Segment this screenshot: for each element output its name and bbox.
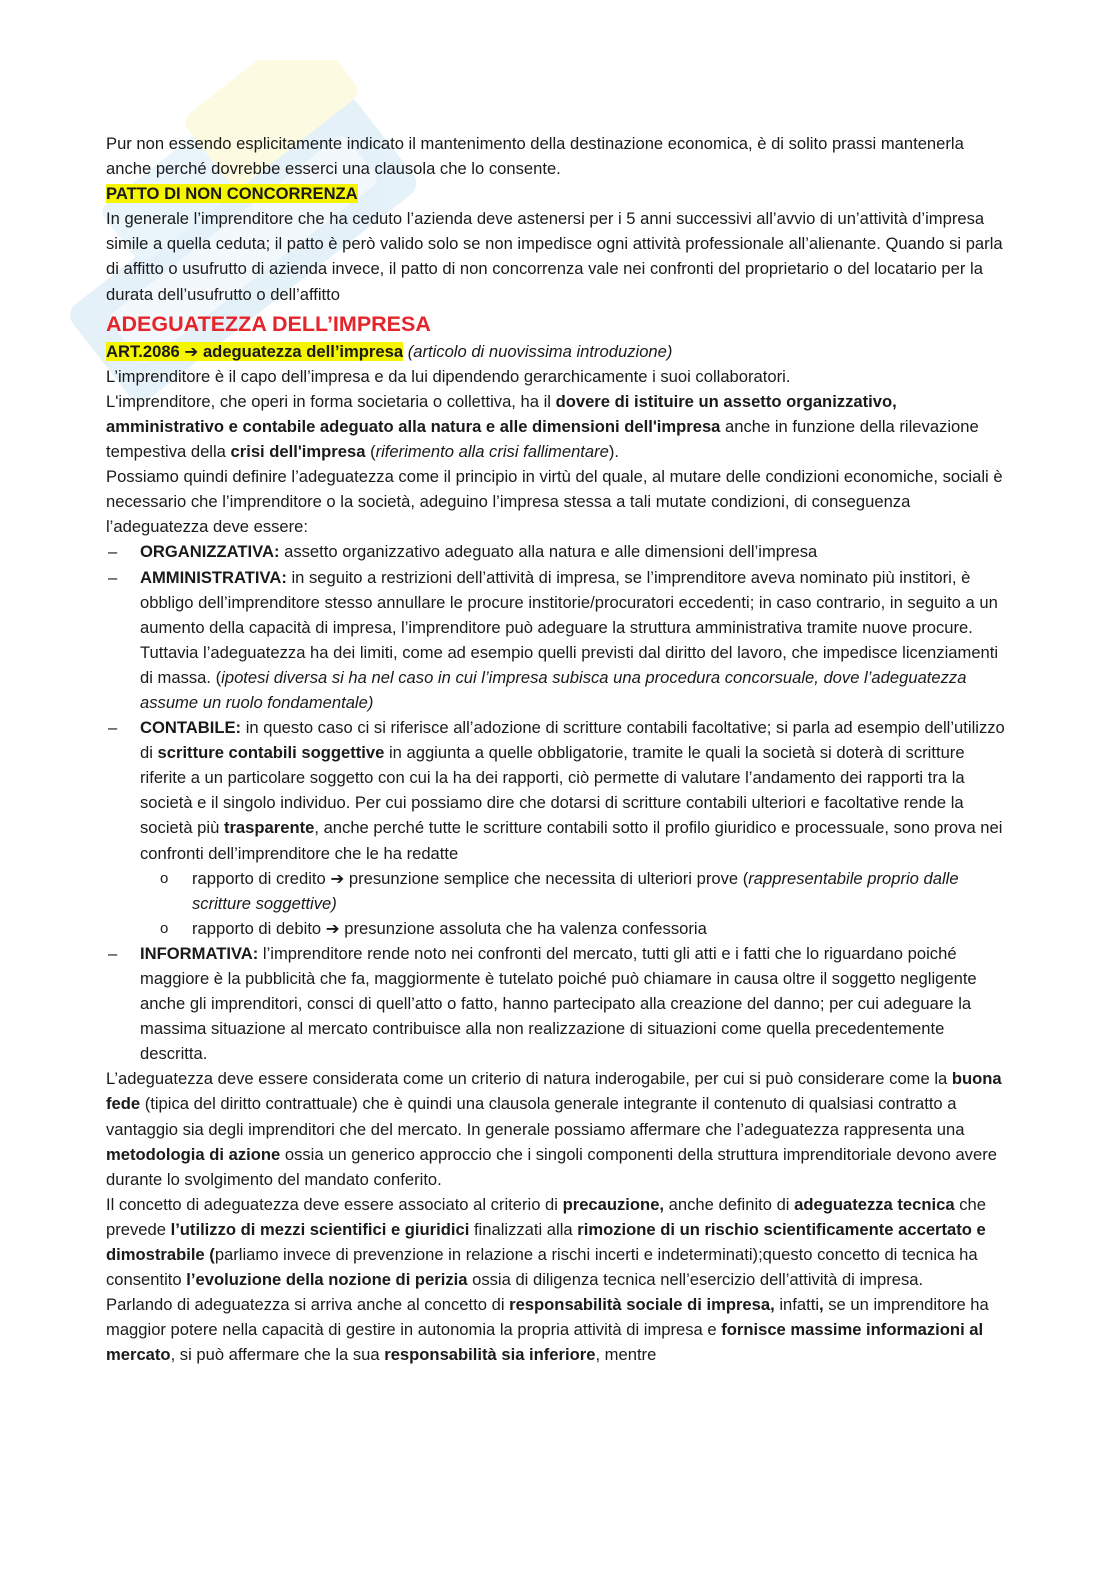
article-note: (articolo di nuovissima introduzione)	[407, 341, 673, 361]
contabile-sublist	[140, 866, 1006, 941]
paragraph-6: Parlando di adeguatezza si arriva anche al concetto di responsabilità sociale di impresa, infatti, se un imprenditore ha maggior potere nella capacità di gestire in autonomia la propria attività di impresa e fornisce massime informazioni al mercato, si può affermare che la sua responsabilità sia inferiore, mentre	[106, 1295, 989, 1365]
paragraph-4: L’adeguatezza deve essere considerata come un criterio di natura inderogabile, per cui si può considerare come la buona fede (tipica del diritto contrattuale) che è quindi una clausola generale integrante il contenuto di qualsiasi contratto a vantaggio sia degli imprenditori che del mercato. In generale possiamo affermare che l’adeguatezza rappresenta una metodologia di azione ossia un generico approccio che i singoli componenti della struttura imprenditoriale devono avere durante lo svolgimento del mandato conferito.	[106, 1069, 1002, 1189]
sublist-item-credito: o rapporto di credito ➔ presunzione semplice che necessita di ulteriori prove (rappresentabile proprio dalle scritture soggettive)	[140, 866, 1006, 916]
paragraph-5: Il concetto di adeguatezza deve essere associato al criterio di precauzione, anche definito di adeguatezza tecnica che prevede l’utilizzo di mezzi scientifici e giuridici finalizzati alla rimozione di un rischio scientificamente accertato e dimostrabile (parliamo invece di prevenzione in relazione a rischi incerti e indeterminati);questo concetto di tecnica ha consentito l’evoluzione della nozione di perizia ossia di diligenza tecnica nell’esercizio dell’attività di impresa.	[106, 1194, 986, 1290]
patto-paragraph: In generale l’imprenditore che ha ceduto l’azienda deve astenersi per i 5 anni successivi all’avvio di un’attività d’impresa simile a quella ceduta; il patto è però valido solo se non impedisce ogni attività professionale all’alienante. Quando si parla di affitto o usufrutto di azienda invece, il patto di non concorrenza vale nei confronti del proprietario o del locatario per la durata dell’usufrutto o dell’affitto	[106, 209, 1003, 304]
list-item-organizzativa: – ORGANIZZATIVA: assetto organizzativo adeguato alla natura e alle dimensioni dell’impresa	[106, 539, 1006, 564]
arrow-icon: ➔	[184, 341, 199, 361]
list-item-informativa: – INFORMATIVA: l’imprenditore rende noto nei confronti del mercato, tutti gli atti e i fatti che lo riguardano poiché maggiore è la pubblicità che fa, maggiormente è tutelato poiché può chiamare in causa oltre il soggetto negligente anche gli imprenditori, consci di quell’atto o fatto, hanno partecipato alla creazione del danno; per cui adeguare la massima situazione al mercato contribuisce alla non realizzazione di situazioni come quella precedentemente descritta.	[106, 941, 1006, 1066]
article-line	[106, 339, 1006, 364]
intro-paragraph: Pur non essendo esplicitamente indicato il mantenimento della destinazione economica, è di solito prassi mantenerla anche perché dovrebbe esserci una clausola che lo consente.	[106, 134, 964, 179]
list-item-amministrativa: – AMMINISTRATIVA: in seguito a restrizioni dell’attività di impresa, se l’imprenditore aveva nominato più institori, è obbligo dell’imprenditore stesso annullare le procure institorie/procuratori eccedenti; in caso contrario, in seguito a un aumento della capacità di impresa, l’imprenditore può adeguare la struttura amministrativa tramite nuove procure. Tuttavia l’adeguatezza ha dei limiti, come ad esempio quelli previsti dal diritto del lavoro, che impedisce licenziamenti di massa. (ipotesi diversa si ha nel caso in cui l’impresa subisca una procedura concorsuale, dove l’adeguatezza assume un ruolo fondamentale)	[106, 565, 1006, 716]
article-label: adeguatezza dell’impresa	[202, 341, 404, 361]
article-ref: ART.2086	[106, 341, 180, 361]
sublist-item-debito: o rapporto di debito ➔ presunzione assoluta che ha valenza confessoria	[140, 916, 1006, 941]
adequacy-list	[106, 539, 1006, 1066]
paragraph-2: L'imprenditore, che operi in forma societaria o collettiva, ha il dovere di istituire un assetto organizzativo, amministrativo e contabile adeguato alla natura e alle dimensioni dell'impresa anche in funzione della rilevazione tempestiva della crisi dell'impresa (riferimento alla crisi fallimentare).	[106, 391, 979, 462]
section-title: ADEGUATEZZA DELL’IMPRESA	[106, 311, 431, 336]
paragraph-3: Possiamo quindi definire l’adeguatezza come il principio in virtù del quale, al mutare delle condizioni economiche, sociali è necessario che l’imprenditore o la società, adeguino l’impresa stessa a tali mutate condizioni, di conseguenza l’adeguatezza deve essere:	[106, 467, 1003, 537]
paragraph-1: L’imprenditore è il capo dell’impresa e da lui dipendendo gerarchicamente i suoi collaboratori.	[106, 366, 791, 386]
patto-heading-text: PATTO DI NON CONCORRENZA	[106, 184, 358, 204]
patto-heading	[106, 181, 1006, 206]
document-page	[106, 131, 1006, 1368]
list-item-contabile: – CONTABILE: in questo caso ci si riferisce all’adozione di scritture contabili facoltative; si parla ad esempio dell’utilizzo di scritture contabili soggettive in aggiunta a quelle obbligatorie, tramite le quali la società si doterà di scritture riferite a un particolare soggetto con cui la ha dei rapporti, ciò permette di valutare l’andamento dei rapporti tra la società e il singolo individuo. Per cui possiamo dire che dotarsi di scritture contabili ulteriori e facoltative rende la società più trasparente, anche perché tutte le scritture contabili sotto il profilo giuridico e processuale, sono prova nei confronti dell’imprenditore che le ha redatte o rapporto di credito ➔ presunzione semplice che necessita di ulteriori prove (rappresentabile proprio dalle scritture soggettive) o rapporto di debito ➔ presunzione assoluta che ha valenza confessoria	[106, 715, 1006, 941]
